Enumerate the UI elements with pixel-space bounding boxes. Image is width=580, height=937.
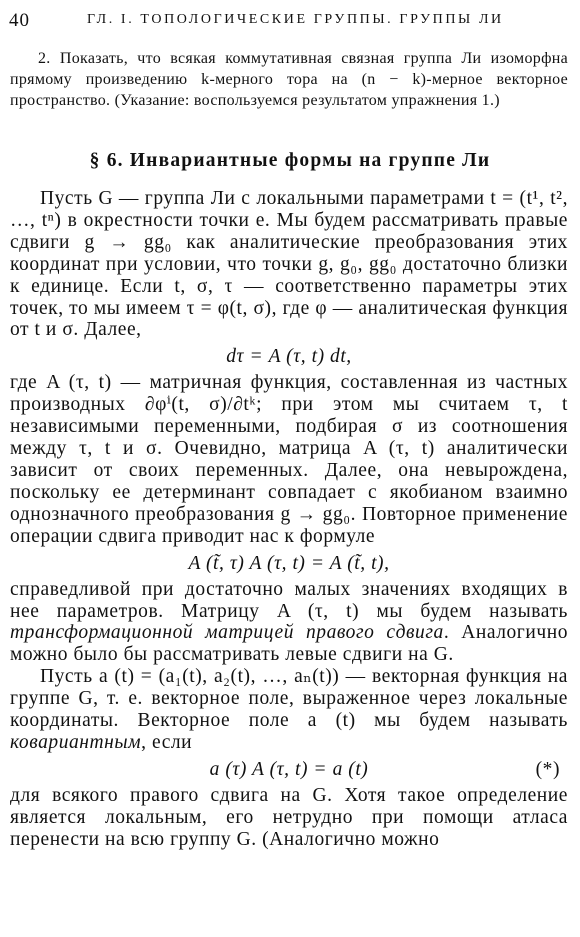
- paragraph-2: где A (τ, t) — матричная функция, составленная из частных производных ∂φⁱ(t, σ)/∂tᵏ; при этом мы считаем τ, t независимыми переменными, подбирая σ из соотношения между τ, t и σ. Очевидно, матрица A (τ, t) аналитически зависит от своих переменных. Далее, она невырождена, поскольку ее детерминант совпадает с якобианом взаимно однозначного преобразования g → gg₀. Повторное применение операции сдвига приводит нас к формуле: [10, 372, 568, 547]
- formula-2: A (t̃, τ) A (τ, t) = A (t̃, t),: [188, 552, 390, 574]
- formula-1: dτ = A (τ, t) dt,: [226, 346, 352, 368]
- exercise-text: 2. Показать, что всякая коммутативная связная группа Ли изоморфна прямому произведению k-мерного тора на (n − k)-мерное векторное пространство. (Указание: воспользуемся результатом упражнения 1.): [10, 50, 568, 109]
- formula-3-text: a (τ) A (τ, t) = a (t): [209, 758, 369, 780]
- paragraph-4-text: Пусть a (t) = (a₁(t), a₂(t), …, aₙ(t)) — векторная функция на группе G, т. е. векторное поле, выраженное через локальные координаты. Векторное поле a (t) мы будем называть: [10, 666, 568, 732]
- running-head: ГЛ. I. ТОПОЛОГИЧЕСКИЕ ГРУППЫ. ГРУППЫ ЛИ: [87, 12, 504, 27]
- equation-number: (*): [535, 758, 560, 780]
- paragraph-4-end: , если: [141, 731, 193, 753]
- body-text: [10, 188, 568, 851]
- paragraph-3-end: . Аналогично можно было бы рассматривать левые сдвиги на G.: [10, 622, 568, 666]
- paragraph-3-text: справедливой при достаточно малых значениях входящих в нее параметров. Матрицу A (τ, t) мы будем называть: [10, 578, 568, 622]
- paragraph-4: [10, 666, 568, 754]
- exercise-block: [10, 48, 568, 111]
- page-number: 40: [9, 10, 30, 31]
- paragraph-1: Пусть G — группа Ли с локальными параметрами t = (t¹, t², …, tⁿ) в окрестности точки e. Мы будем рассматривать правые сдвиги g → gg₀ как аналитические преобразования этих координат при условии, что точки g, g₀, gg₀ достаточно близки к единице. Если t, σ, τ — соответственно параметры этих точек, то мы имеем τ = φ(t, σ), где φ — аналитическая функция от t и σ. Далее,: [10, 188, 568, 341]
- formula-3: [10, 754, 568, 785]
- emphasis-term: ковариантным: [10, 731, 142, 753]
- emphasis-term: трансформационной матрицей правого сдвига: [10, 622, 444, 644]
- paragraph-3: [10, 579, 568, 667]
- paragraph-5: для всякого правого сдвига на G. Хотя такое определение является локальным, его нетрудно при помощи атласа перенести на всю группу G. (Аналогично можно: [10, 784, 568, 850]
- page-header: [9, 10, 572, 32]
- section-title: § 6. Инвариантные формы на группе Ли: [89, 150, 491, 171]
